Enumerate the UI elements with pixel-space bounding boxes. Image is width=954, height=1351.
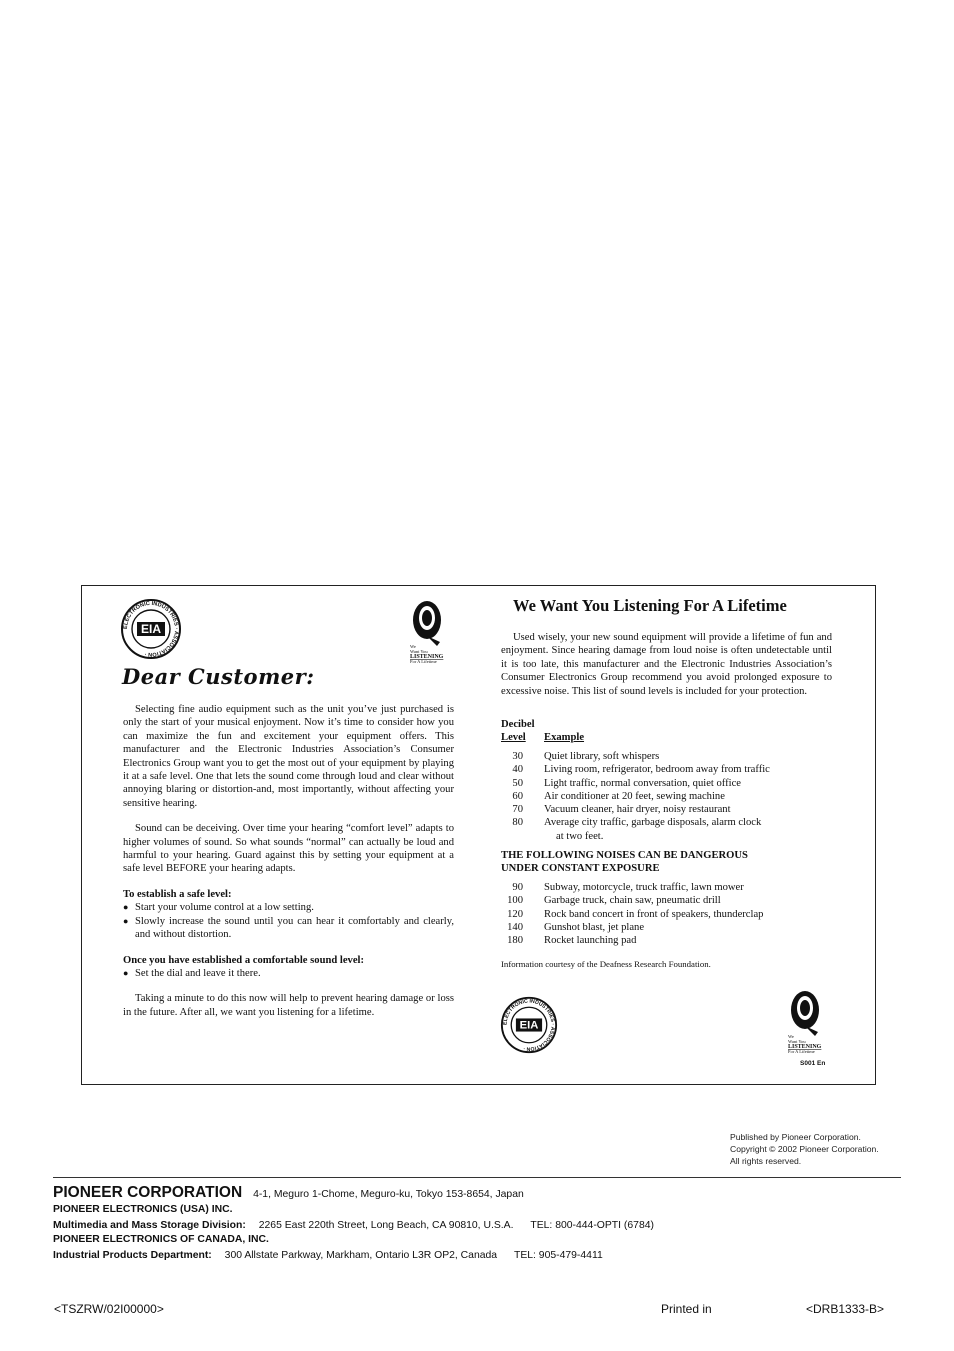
right-title: We Want You Listening For A Lifetime xyxy=(513,596,787,615)
footer-code-right: <DRB1333-B> xyxy=(806,1302,885,1316)
letter-paragraph-3: Taking a minute to do this now will help to prevent hearing damage or loss in the future. After all, we want you listening for a lifetime. xyxy=(123,993,454,1018)
salutation: Dear Customer: xyxy=(122,664,315,689)
canada-department-address: Industrial Products Department: 300 Allstate Parkway, Markham, Ontario L3R OP2, Canada TEL: 905-479-4411 xyxy=(53,1250,603,1261)
customer-letter xyxy=(123,703,454,1031)
decibel-heading: Decibel xyxy=(501,719,535,730)
usa-division-address: Multimedia and Mass Storage Division: 2265 East 220th Street, Long Beach, CA 90810, U.S.A. TEL: 800-444-OPTI (6784) xyxy=(53,1220,654,1231)
eia-logo xyxy=(500,996,558,1059)
eia-logo xyxy=(120,598,182,665)
svg-text:LISTENING: LISTENING xyxy=(410,654,444,660)
list-item: ● Start your volume control at a low setting. xyxy=(123,901,454,914)
listening-logo xyxy=(407,598,455,669)
svg-text:For A Lifetime: For A Lifetime xyxy=(410,659,437,664)
right-intro: Used wisely, your new sound equipment will provide a lifetime of fun and enjoyment. Since hearing damage from loud noise is often undetectable until it is too late, this manufacturer and the Electronic Industries Association’s Consumer Electronics Group recommend you avoid prolonged exposure to excessive noise. This list of sound levels is included for your protection. xyxy=(501,632,832,697)
listening-logo xyxy=(785,988,833,1059)
eia-logo-text: EIA xyxy=(140,622,162,636)
example-column-header: Example xyxy=(544,732,585,743)
credit-line: Information courtesy of the Deafness Research Foundation. xyxy=(501,959,711,969)
svg-text:Want You: Want You xyxy=(788,1039,806,1044)
safe-level-list xyxy=(123,901,454,941)
footer-printed-in: Printed in xyxy=(661,1302,712,1316)
letter-paragraph-1: Selecting fine audio equipment such as the unit you’ve just purchased is only the start of your musical enjoyment. Now it’s time to consider how you can maximize the fun and excitement your equipment offers. This manufacturer and the Electronic Industries Association’s Consumer Electronics Group want you to get the most out of your equipment by playing it at a safe level. One that lets the sound come through loud and clear without annoying blaring or distortion-and, most importantly, without affecting your sensitive hearing. xyxy=(123,704,454,809)
comfort-level-list xyxy=(123,967,454,980)
svg-text:ELECTRONIC INDUSTRIES · ASSOCI: ELECTRONIC INDUSTRIES · ASSOCIATION · xyxy=(502,998,556,1052)
svg-text:We: We xyxy=(788,1034,794,1039)
svg-text:Want You: Want You xyxy=(410,649,428,654)
svg-text:LISTENING: LISTENING xyxy=(788,1044,822,1050)
letter-paragraph-2: Sound can be deceiving. Over time your hearing “comfort level” adapts to higher volumes of sound. So what sounds “normal” can actually be loud and harmful to your hearing. Guard against this by setting your equipment at a safe level BEFORE your hearing adapts. xyxy=(123,823,454,875)
list-item: ● Set the dial and leave it there. xyxy=(123,967,454,980)
level-column-header: Level xyxy=(501,732,526,743)
svg-text:We: We xyxy=(410,644,416,649)
comfort-level-heading: Once you have established a comfortable sound level: xyxy=(123,954,365,966)
publisher-notice: Published by Pioneer Corporation. Copyright © 2002 Pioneer Corporation. All rights reserved. xyxy=(730,1132,879,1166)
document-code: S001 En xyxy=(800,1060,826,1067)
list-item: ● Slowly increase the sound until you can hear it comfortably and clearly, and without distortion. xyxy=(123,915,454,942)
svg-text:ELECTRONIC INDUSTRIES · ASSOCI: ELECTRONIC INDUSTRIES · ASSOCIATION · xyxy=(122,600,180,658)
hearing-notice-box: ELECTRONIC INDUSTRIES · ASSOCIATION · EIA We Want You LISTENING For A Lifetime Dear Customer: Selecting fine audio equipment such as the unit you’ve just purchased is only the start of your musical enjoyment. Now it’s time to consider how you can maximize the fun and excitement your equipment offers. This manufacturer and the Electronic Industries Association’s Consumer Electronics Group want you to get the most out of your equipment by playing it at a safe level. One that lets the sound come through loud and clear without annoying blaring or distortion-and, most importantly, without affecting your sensitive hearing. Sound can be deceiving. Over time your hearing “comfort level” adapts to higher volumes of sound. So what sounds “normal” can actually be loud and harmful to your hearing. Guard against this by setting your equipment at a safe level BEFORE your hearing adapts. To establish a safe level: ● Start your volume control at a low setting. ● Slowly increase the sound until you can hear it comfortably and clearly, and without distortion. Once you have established a comfortable sound level: ● Set the dial and leave it there. Taking a minute to do this now will help to prevent hearing damage or loss in the future. After all, we want you listening for a lifetime. We Want You Listening For A Lifetime Used wisely, your new sound equipment will provide a lifetime of fun and enjoyment. Since hearing damage from loud noise is often undetectable until it is too late, this manufacturer and the Electronic Industries Association’s Consumer Electronics Group recommend you avoid prolonged exposure to excessive noise. This list of sound levels is included for your protection. Decibel Level Example 30 Quiet library, soft whispers 40 Living room, refrigerator, bedroom away from traffic 50 Light traffic, normal conversation, quiet office 60 Air conditioner at 20 feet, sewing machine 70 Vacuum cleaner, hair dryer, noisy restaurant 80 Average city traffic, garbage disposals, alarm clock at two feet. THE FOLLOWING NOISES CAN BE DANGEROUS UNDER CONSTANT EXPOSURE 90 Subway, motorcycle, truck traffic, lawn mower 100 Garbage truck, chain saw, pneumatic drill 120 Rock band concert in front of speakers, thunderclap 140 Gunshot blast, jet plane 180 Rocket launching pad Information courtesy of the Deafness Research Foundation. ELECTRONIC INDUSTRIES · ASSOCIATION · EIA We Want You LISTENING For A Lifetime S001 En xyxy=(81,585,876,1085)
footer-code-left: <TSZRW/02I00000> xyxy=(54,1302,164,1316)
danger-heading: THE FOLLOWING NOISES CAN BE DANGEROUS UNDER CONSTANT EXPOSURE xyxy=(501,850,748,875)
divider xyxy=(53,1177,901,1178)
svg-text:EIA: EIA xyxy=(519,1019,539,1032)
corporation-address: PIONEER CORPORATION 4-1, Meguro 1-Chome, Meguro-ku, Tokyo 153-8654, Japan xyxy=(53,1184,524,1201)
usa-company-name: PIONEER ELECTRONICS (USA) INC. xyxy=(53,1204,233,1215)
canada-company-name: PIONEER ELECTRONICS OF CANADA, INC. xyxy=(53,1234,269,1245)
column-headers xyxy=(501,732,585,743)
svg-text:For A Lifetime: For A Lifetime xyxy=(788,1049,815,1054)
safe-level-heading: To establish a safe level: xyxy=(123,888,232,900)
